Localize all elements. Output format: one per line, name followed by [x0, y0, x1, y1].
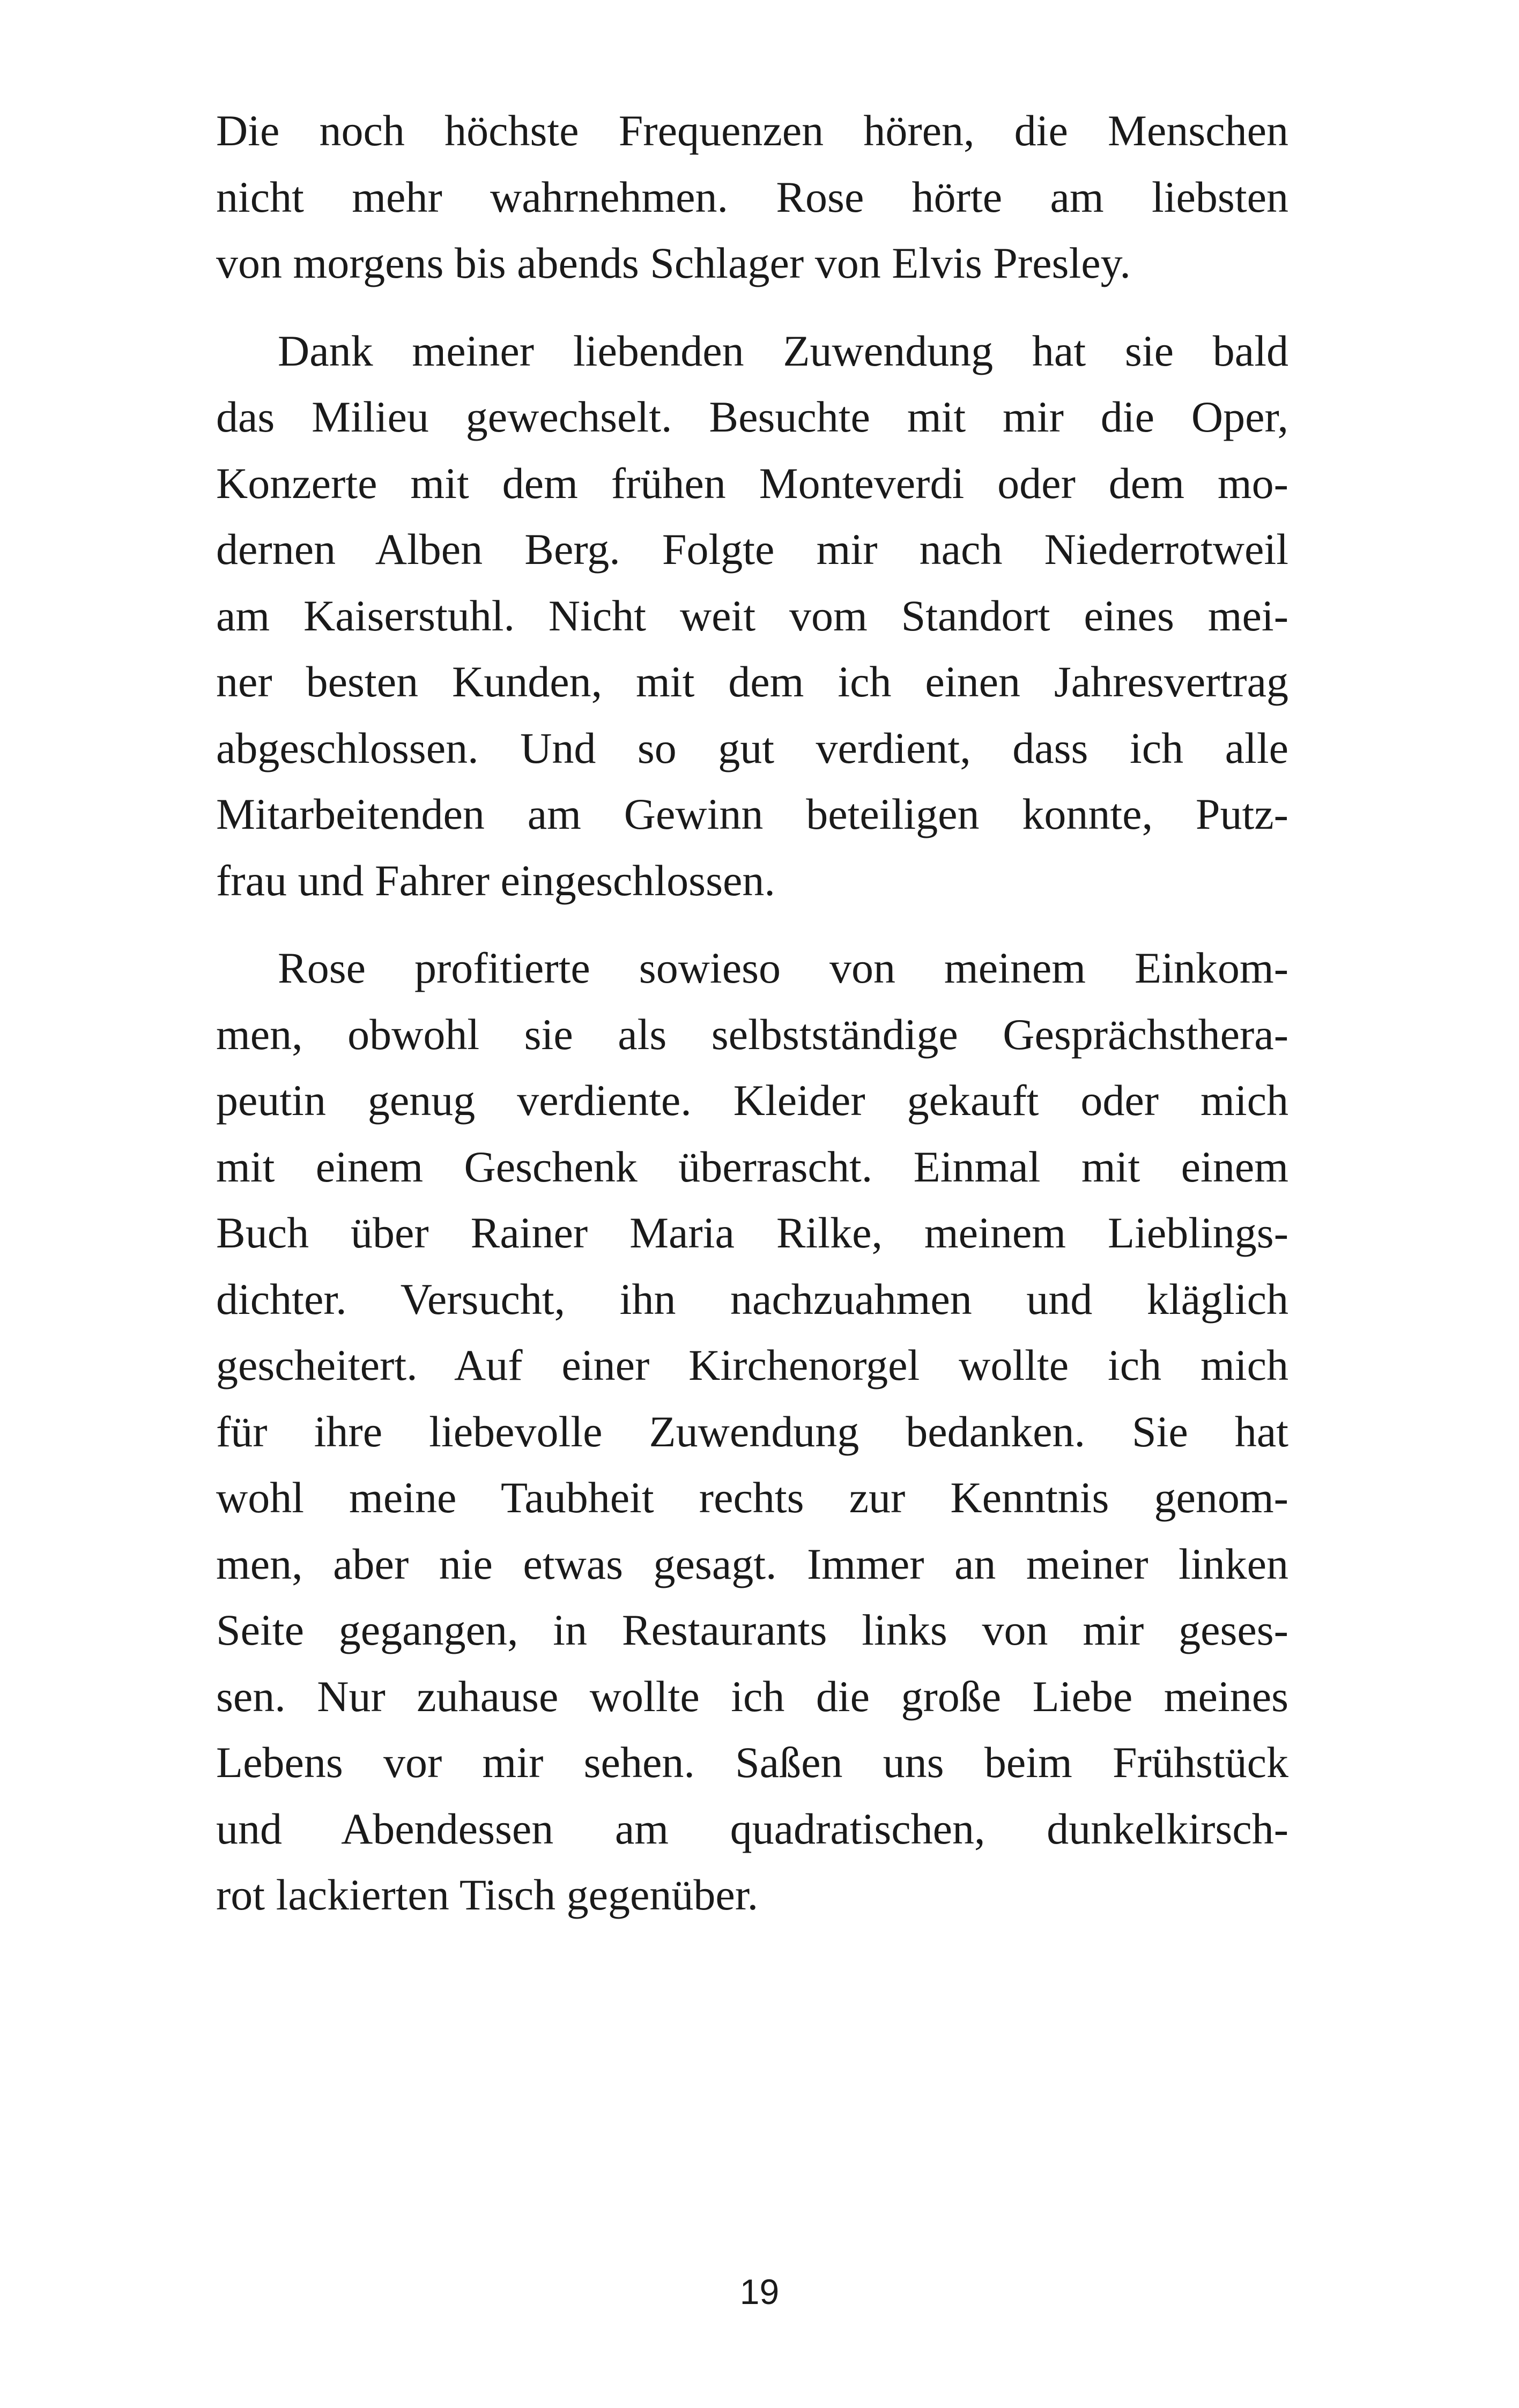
text-line: Dank meiner liebenden Zuwendung hat sie bald — [278, 326, 1288, 375]
text-line: Rose profitierte sowieso von meinem Einkom- — [278, 943, 1288, 992]
page-number: 19 — [739, 2272, 780, 2312]
body-text — [216, 98, 1288, 1950]
text-line: und Abendessen am quadratischen, dunkelkirsch- — [216, 1804, 1288, 1853]
text-line: men, obwohl sie als selbstständige Gesprächsthera- — [216, 1009, 1288, 1059]
text-line: am Kaiserstuhl. Nicht weit vom Standort eines mei- — [216, 591, 1288, 640]
text-line: Konzerte mit dem frühen Monteverdi oder dem mo- — [216, 458, 1288, 508]
text-line: sen. Nur zuhause wollte ich die große Liebe meines — [216, 1671, 1288, 1721]
text-line: mit einem Geschenk überrascht. Einmal mit einem — [216, 1142, 1288, 1191]
text-line: dernen Alben Berg. Folgte mir nach Niederrotweil — [216, 525, 1288, 574]
text-line: Mitarbeitenden am Gewinn beteiligen konnte, Putz- — [216, 790, 1288, 838]
text-line: Seite gegangen, in Restaurants links von mir geses- — [216, 1606, 1288, 1654]
text-line: ner besten Kunden, mit dem ich einen Jahresvertrag — [216, 657, 1288, 706]
text-line: Die noch höchste Frequenzen hören, die Menschen — [216, 106, 1288, 155]
text-line: von morgens bis abends Schlager von Elvis Presley. — [216, 239, 1131, 287]
text-line: gescheitert. Auf einer Kirchenorgel wollte ich mich — [216, 1341, 1288, 1389]
text-line: nicht mehr wahrnehmen. Rose hörte am liebsten — [216, 172, 1288, 221]
paragraph-3 — [216, 935, 1288, 1928]
text-line: frau und Fahrer eingeschlossen. — [216, 856, 775, 905]
paragraph-1 — [216, 98, 1288, 296]
text-line: wohl meine Taubheit rechts zur Kenntnis genom- — [216, 1473, 1288, 1522]
text-line: rot lackierten Tisch gegenüber. — [216, 1870, 759, 1919]
text-line: das Milieu gewechselt. Besuchte mit mir die Oper, — [216, 392, 1288, 441]
text-line: Lebens vor mir sehen. Saßen uns beim Frühstück — [216, 1738, 1288, 1787]
text-line: men, aber nie etwas gesagt. Immer an meiner linken — [216, 1539, 1288, 1588]
text-line: Buch über Rainer Maria Rilke, meinem Lieblings- — [216, 1208, 1288, 1257]
text-line: abgeschlossen. Und so gut verdient, dass ich alle — [216, 723, 1288, 772]
text-line: dichter. Versucht, ihn nachzuahmen und kläglich — [216, 1274, 1288, 1324]
text-line: für ihre liebevolle Zuwendung bedanken. Sie hat — [216, 1407, 1288, 1456]
paragraph-2 — [216, 318, 1288, 914]
text-line: peutin genug verdiente. Kleider gekauft oder mich — [216, 1076, 1288, 1125]
